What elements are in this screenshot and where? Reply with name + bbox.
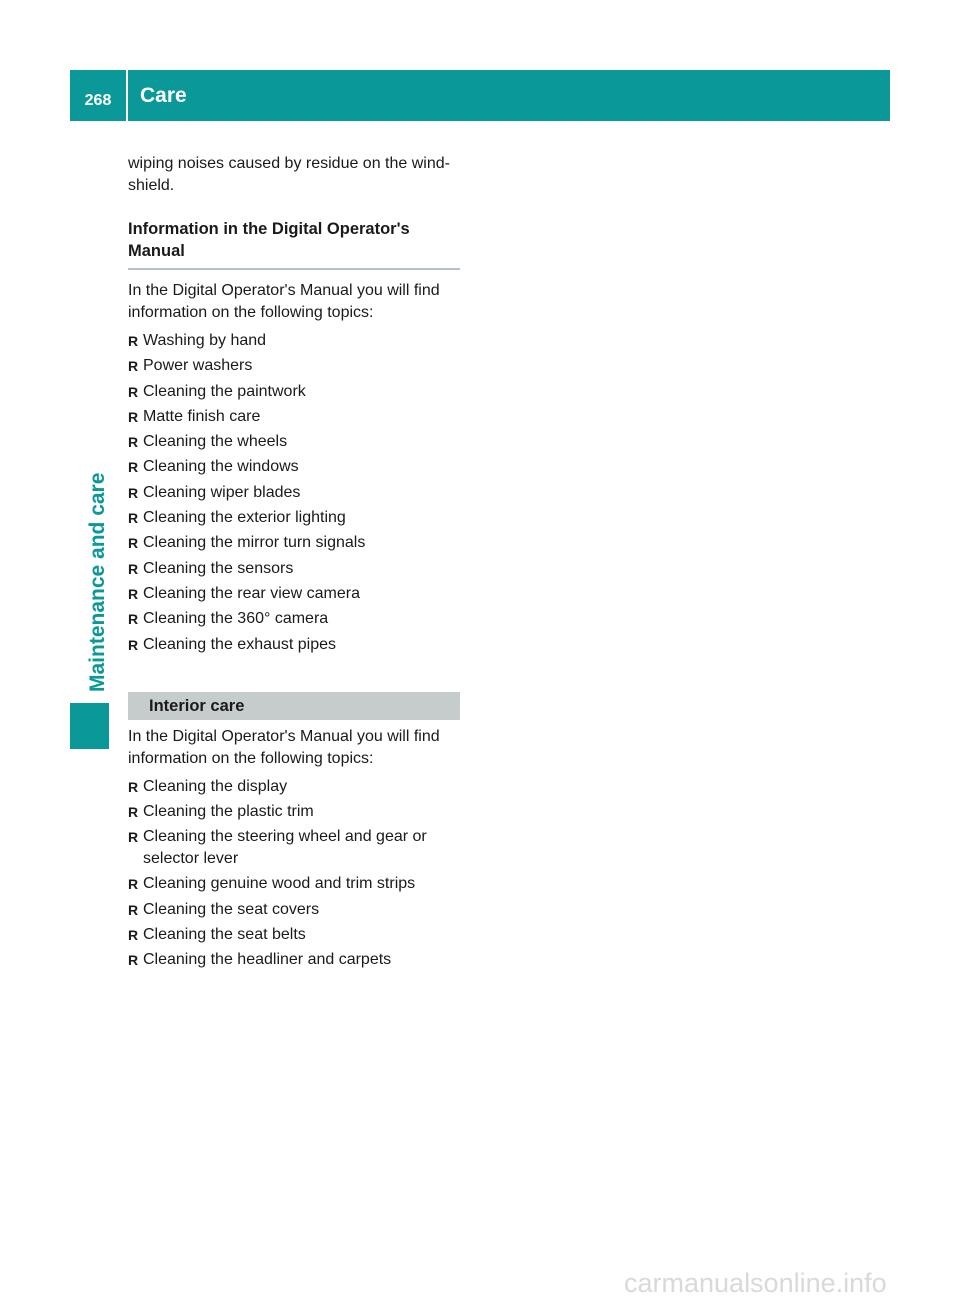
- side-tab-text: Maintenance and care: [86, 472, 109, 692]
- digital-manual-heading: Information in the Digital Operator's Manual: [128, 218, 460, 270]
- list-item-label: Cleaning the rear view camera: [143, 584, 360, 602]
- list-item: [128, 330, 460, 352]
- bullet-marker: R: [128, 560, 139, 577]
- bullet-marker: R: [128, 636, 139, 653]
- bullet-marker: R: [128, 333, 139, 349]
- list-item: [128, 482, 460, 504]
- list-item-label: Washing by hand: [143, 332, 267, 349]
- list-item-label: Cleaning the seat belts: [143, 926, 306, 944]
- list-item: [128, 406, 460, 428]
- list-item-label: Cleaning the exterior lighting: [143, 509, 346, 527]
- bullet-marker: R: [128, 535, 139, 552]
- list-item: [128, 583, 460, 605]
- list-item: [128, 355, 460, 377]
- list-item-label: Cleaning the exhaust pipes: [143, 635, 337, 653]
- list-item: [128, 873, 460, 895]
- list-item-label: Cleaning the plastic trim: [143, 802, 314, 820]
- bullet-marker: R: [128, 611, 139, 628]
- list-item: [128, 507, 460, 529]
- intro-line-1: wiping noises caused by residue on the wind-: [128, 155, 450, 172]
- interior-intro: In the Digital Operator's Manual you will find information on the following topics:: [128, 727, 440, 767]
- list-item: [128, 532, 460, 554]
- page-content: [128, 150, 460, 975]
- intro-text: [128, 153, 460, 197]
- list-item: [128, 456, 460, 478]
- page-number: 268: [84, 92, 112, 109]
- side-tab-label: [84, 472, 114, 693]
- section-title: Care: [140, 84, 187, 107]
- bullet-marker: R: [128, 829, 139, 846]
- bullet-marker: R: [128, 778, 139, 795]
- list-item: [128, 634, 460, 656]
- bullet-marker: R: [128, 952, 139, 969]
- list-item-label: Cleaning the headliner and carpets: [143, 951, 392, 969]
- list-item: [128, 776, 460, 798]
- bullet-marker: R: [128, 434, 139, 451]
- list-item-label: Cleaning the seat covers: [143, 900, 320, 918]
- list-item: [128, 431, 460, 453]
- bullet-marker: R: [128, 803, 139, 820]
- bullet-marker: R: [128, 358, 139, 375]
- list-item-label: Cleaning the sensors: [143, 559, 294, 577]
- bullet-marker: R: [128, 927, 139, 944]
- interior-topic-list: [128, 776, 460, 972]
- bullet-marker: R: [128, 585, 139, 602]
- list-item-label: Cleaning the paintwork: [143, 382, 306, 400]
- list-item-label: Cleaning the mirror turn signals: [143, 534, 366, 552]
- list-item-label: Cleaning the windows: [143, 458, 299, 476]
- side-tab-block: [70, 703, 109, 749]
- bullet-marker: R: [128, 901, 139, 918]
- list-item: [128, 801, 460, 823]
- header-bar: [70, 70, 890, 121]
- list-item-label: Cleaning the 360° camera: [143, 610, 329, 628]
- list-item: [128, 826, 460, 870]
- list-item: [128, 949, 460, 971]
- list-item-label: Cleaning wiper blades: [143, 483, 301, 501]
- bullet-marker: R: [128, 459, 139, 476]
- exterior-topic-list: [128, 330, 460, 656]
- list-item-label: Cleaning the wheels: [143, 433, 288, 451]
- list-item: [128, 558, 460, 580]
- exterior-intro: In the Digital Operator's Manual you will find information on the following topics:: [128, 282, 440, 321]
- header-divider: [126, 70, 128, 121]
- intro-line-2: shield.: [128, 177, 175, 194]
- list-item: [128, 381, 460, 403]
- bullet-marker: R: [128, 876, 139, 893]
- list-item: [128, 899, 460, 921]
- list-item: [128, 608, 460, 630]
- bullet-marker: R: [128, 510, 139, 527]
- interior-care-heading: Interior care: [128, 692, 460, 720]
- bullet-marker: R: [128, 484, 139, 501]
- watermark: carmanualsonline.info: [624, 1268, 887, 1298]
- bullet-marker: R: [128, 383, 139, 400]
- list-item-label: Matte finish care: [143, 407, 261, 425]
- bullet-marker: R: [128, 408, 139, 425]
- list-item-label: Cleaning the display: [143, 777, 288, 795]
- list-item-label: Cleaning genuine wood and trim strips: [143, 875, 416, 893]
- list-item-label: Cleaning the steering wheel and gear or selector lever: [143, 828, 427, 868]
- list-item-label: Power washers: [143, 357, 253, 375]
- list-item: [128, 924, 460, 946]
